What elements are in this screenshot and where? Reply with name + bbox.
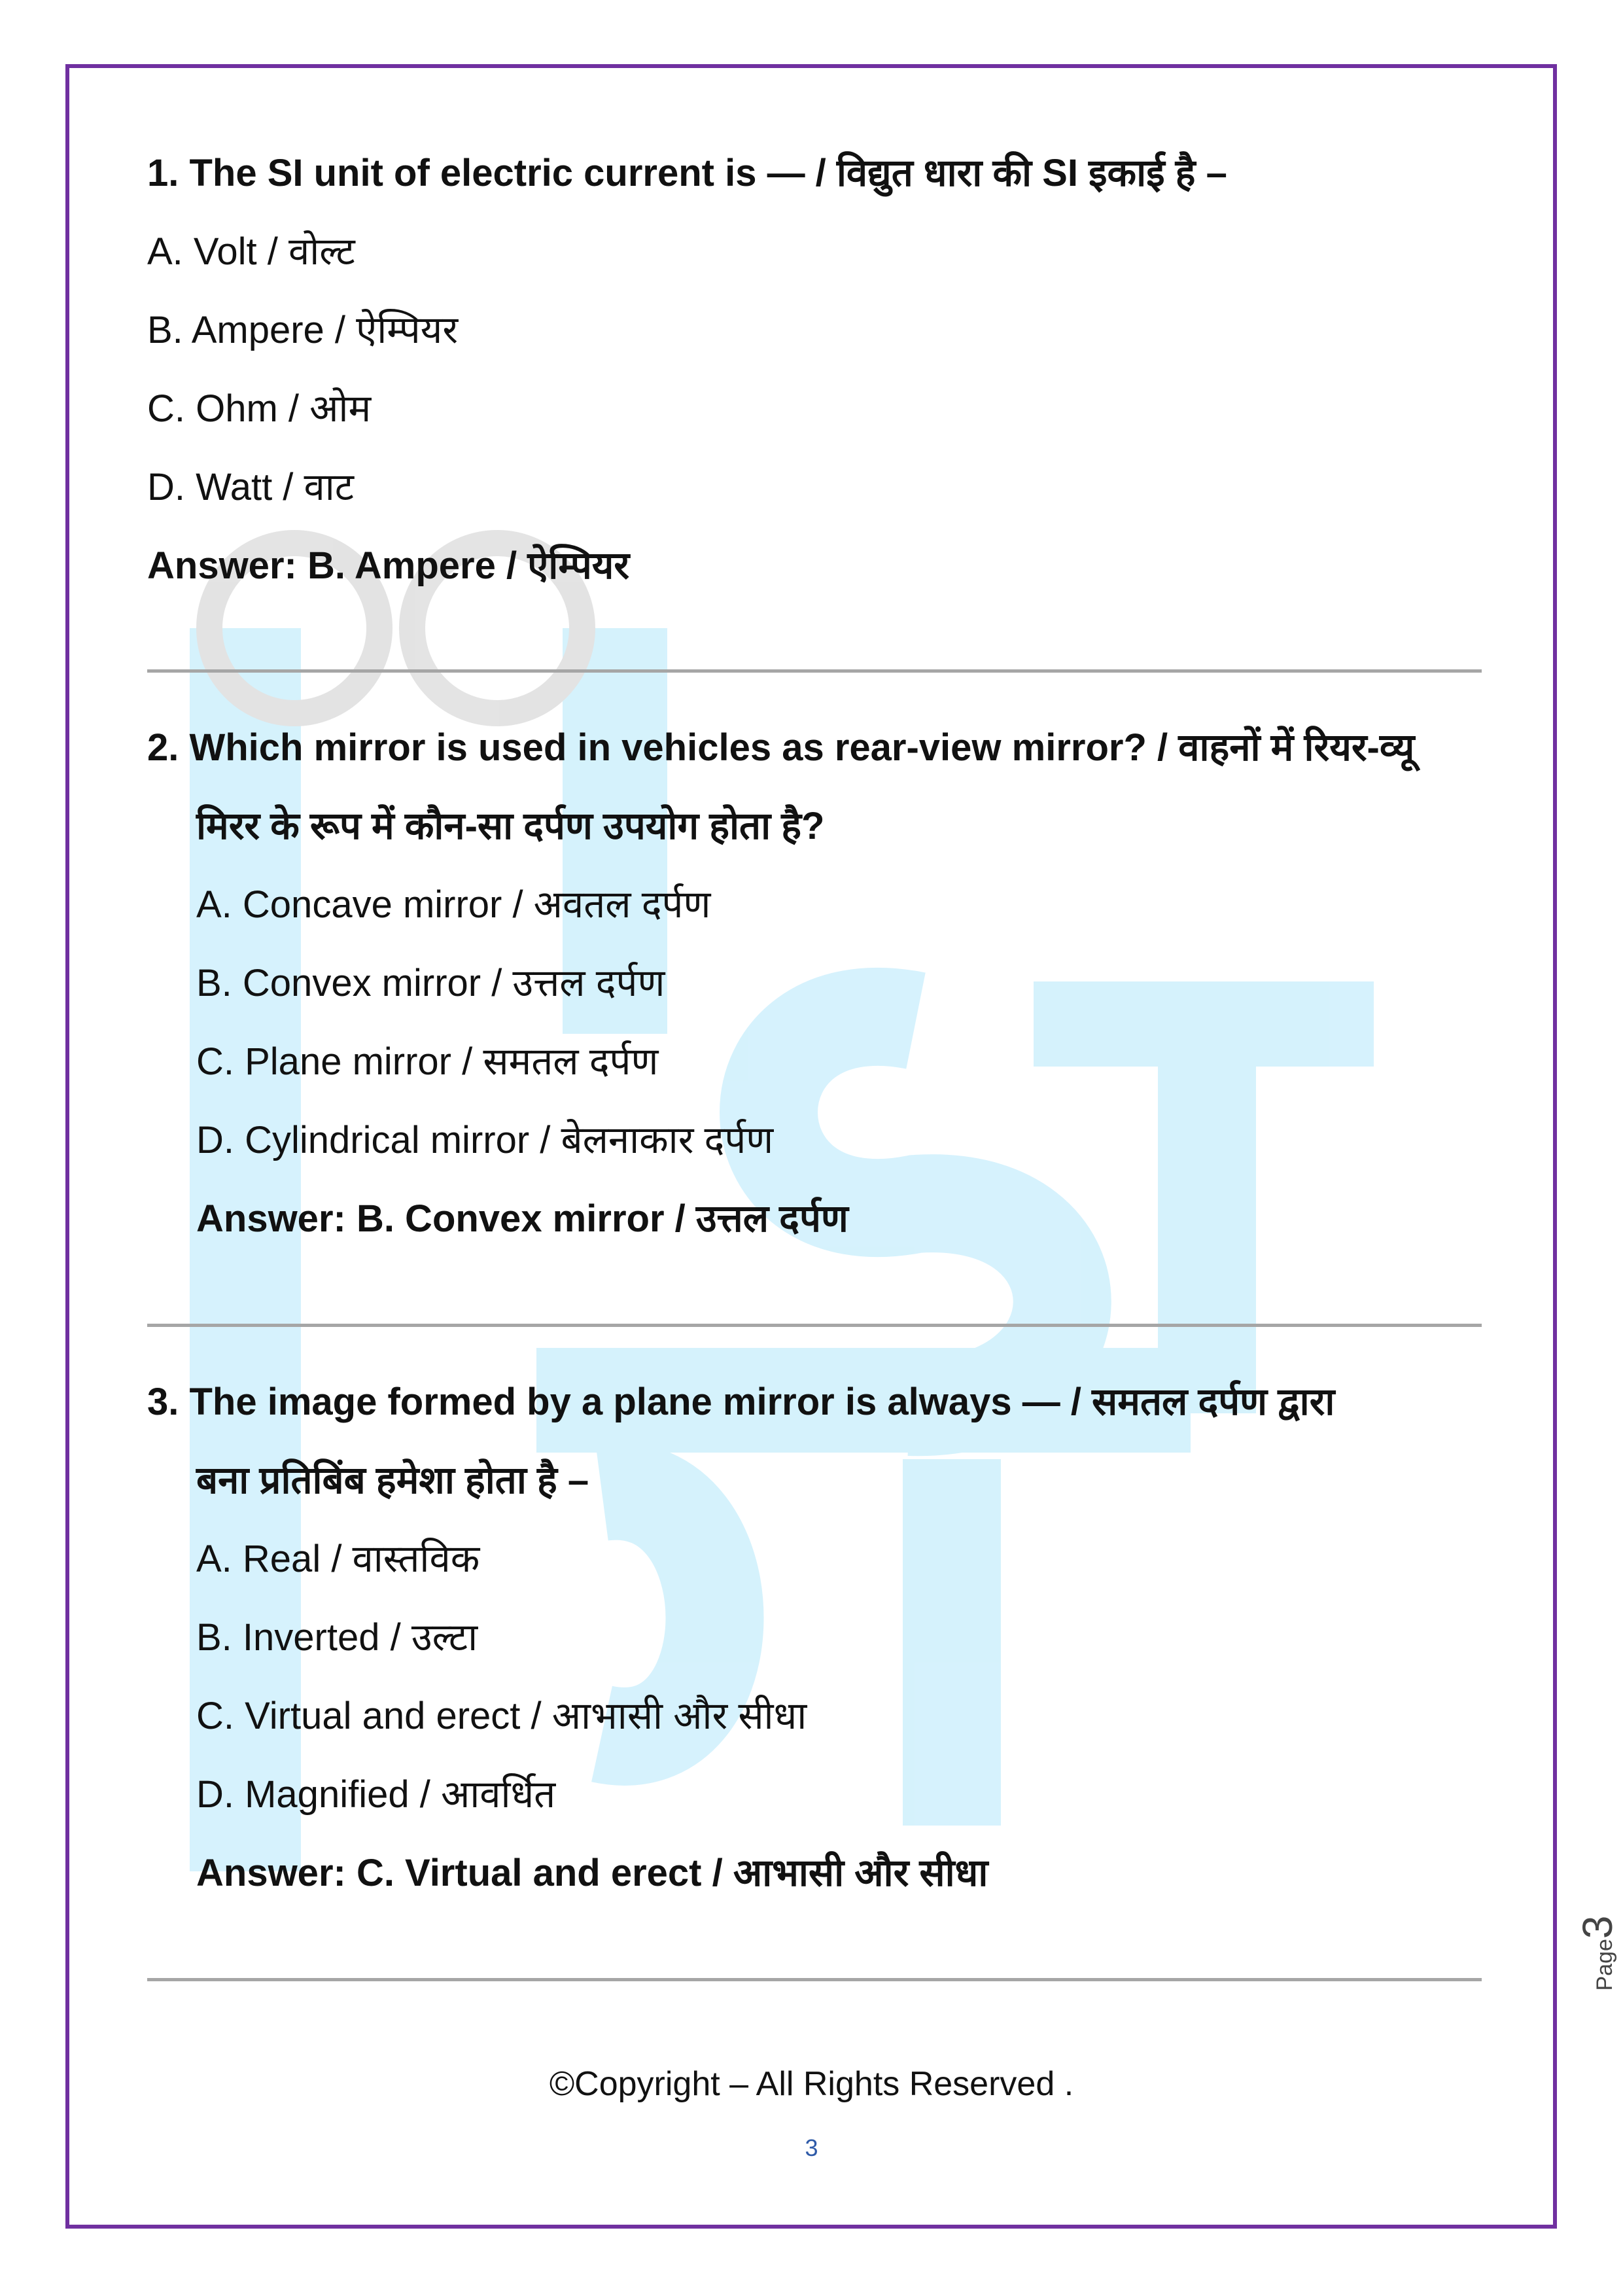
question-1-text: 1. The SI unit of electric current is — / विद्युत धारा की SI इकाई है – (147, 152, 1227, 194)
question-2-option-a: A. Concave mirror / अवतल दर्पण (196, 883, 711, 926)
question-1-option-a: A. Volt / वोल्ट (147, 230, 355, 273)
question-2-option-d: D. Cylindrical mirror / बेलनाकार दर्पण (196, 1119, 774, 1161)
divider (147, 1978, 1482, 1981)
question-2-text: 2. Which mirror is used in vehicles as rear-view mirror? / वाहनों में रियर-व्यू (147, 726, 1415, 769)
question-1-option-b: B. Ampere / ऐम्पियर (147, 309, 459, 351)
margin-page-number: 3 (1574, 1915, 1621, 1939)
margin-page-word: Page (1592, 1939, 1617, 1991)
question-3-text-continued: बना प्रतिबिंब हमेशा होता है – (196, 1459, 589, 1502)
question-2-option-b: B. Convex mirror / उत्तल दर्पण (196, 962, 665, 1004)
question-3-text: 3. The image formed by a plane mirror is always — / समतल दर्पण द्वारा (147, 1381, 1335, 1423)
question-2-text-continued: मिरर के रूप में कौन-सा दर्पण उपयोग होता है? (196, 805, 825, 847)
question-3-option-b: B. Inverted / उल्टा (196, 1616, 478, 1659)
question-1-answer: Answer: B. Ampere / ऐम्पियर (147, 544, 630, 587)
question-3-option-c: C. Virtual and erect / आभासी और सीधा (196, 1695, 807, 1737)
question-2-answer: Answer: B. Convex mirror / उत्तल दर्पण (196, 1197, 848, 1240)
page-number: 3 (805, 2134, 818, 2161)
question-1-option-d: D. Watt / वाट (147, 466, 355, 508)
copyright-footer: ©Copyright – All Rights Reserved . (549, 2065, 1074, 2103)
question-3-answer: Answer: C. Virtual and erect / आभासी और सीधा (196, 1852, 988, 1894)
divider (147, 1324, 1482, 1327)
question-3-option-a: A. Real / वास्तविक (196, 1538, 480, 1580)
divider (147, 669, 1482, 673)
question-3-option-d: D. Magnified / आवर्धित (196, 1773, 556, 1816)
question-1-option-c: C. Ohm / ओम (147, 387, 372, 430)
question-2-option-c: C. Plane mirror / समतल दर्पण (196, 1040, 659, 1083)
margin-page-label (1565, 1904, 1623, 2002)
